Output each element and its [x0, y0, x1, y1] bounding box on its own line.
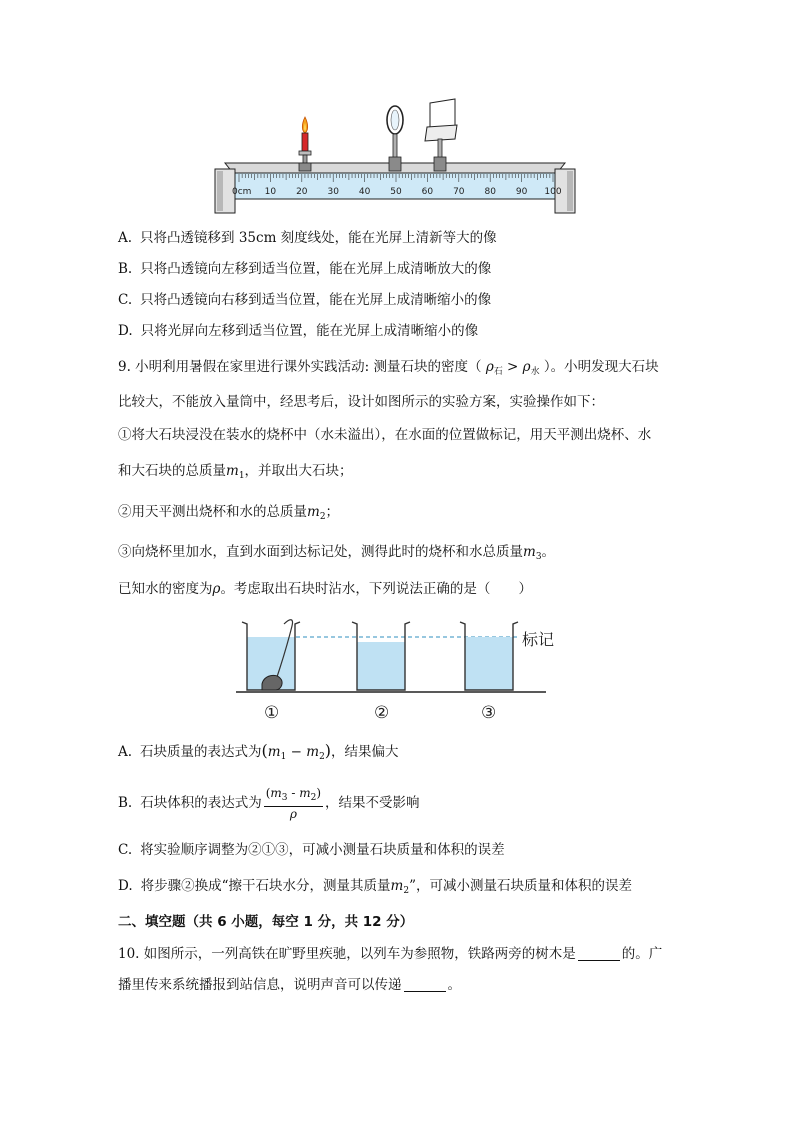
bench-tick-label: 40	[358, 187, 371, 197]
q10-line1: 10. 如图所示，一列高铁在旷野里疾驰，以列车为参照物，铁路两旁的树木是 的。广	[118, 946, 663, 962]
bench-tick-label: 60	[421, 187, 434, 197]
bench-tick-label: 30	[327, 187, 339, 197]
convex-lens	[387, 106, 403, 171]
light-screen	[425, 99, 457, 171]
q8-option-c: C. 只将凸透镜向右移到适当位置，能在光屏上成清晰缩小的像	[118, 292, 492, 308]
q9-step1-line2: 和大石块的总质量$m_1$，并取出大石块；	[118, 463, 353, 481]
beakers-figure	[232, 612, 562, 724]
q8-option-d: D. 只将光屏向左移到适当位置，能在光屏上成清晰缩小的像	[118, 323, 479, 339]
q9-option-d: D. 将步骤②换成“擦干石块水分，测量其质量$m_2$”，可减小测量石块质量和体积的误差	[118, 878, 632, 896]
bench-tick-label: 100	[544, 187, 562, 197]
q8-option-a: A. 只将凸透镜移到 35cm 刻度线处，能在光屏上清新等大的像	[118, 230, 497, 246]
bench-tick-label: 80	[484, 187, 496, 197]
optical-bench-figure	[205, 95, 585, 217]
q9-step3: ③向烧杯里加水，直到水面到达标记处，测得此时的烧杯和水总质量$m_3$。	[118, 544, 556, 562]
mark-label: 标记	[522, 630, 555, 649]
q10-blank-2[interactable]	[404, 977, 446, 992]
beaker-label-2: ②	[374, 703, 390, 723]
q10-blank-1[interactable]	[578, 946, 620, 961]
bench-tick-label: 50	[390, 187, 402, 197]
q8-option-b: B. 只将凸透镜向左移到适当位置，能在光屏上成清晰放大的像	[118, 261, 492, 277]
q9-option-a: A. 石块质量的表达式为$(m_1 - m_2)$，结果偏大	[118, 741, 399, 762]
beaker-label-1: ①	[264, 703, 280, 723]
beaker-3	[460, 622, 518, 690]
q9-known: 已知水的密度为ρ。考虑取出石块时沾水，下列说法正确的是（ ）	[118, 581, 532, 597]
volume-fraction: $\frac{(m_3 - m_2)}{\rho}$	[265, 785, 322, 821]
q9-option-b: B. 石块体积的表达式为 $\frac{(m_3 - m_2)}{\rho}$ ，结果不受影响	[118, 785, 420, 821]
q9-stem-line2: 比较大，不能放入量筒中，经思考后，设计如图所示的实验方案，实验操作如下：	[118, 394, 604, 410]
bench-tick-label: 90	[515, 187, 528, 197]
q9-stem-line1: 9. 小明利用暑假在家里进行课外实践活动: 测量石块的密度（ $\rho_石 > \rho_水$ ）。小明发现大石块	[118, 359, 659, 377]
beaker-2	[352, 622, 410, 690]
q9-option-c: C. 将实验顺序调整为②①③，可减小测量石块质量和体积的误差	[118, 842, 505, 858]
candle	[299, 117, 311, 171]
bench-unit-label: 0cm	[232, 187, 252, 197]
beaker-label-3: ③	[481, 703, 497, 723]
q9-step2: ②用天平测出烧杯和水的总质量$m_2$；	[118, 504, 340, 522]
q9-step1-line1: ①将大石块浸没在装水的烧杯中（水未溢出），在水面的位置做标记，用天平测出烧杯、水	[118, 427, 652, 443]
section-2-title: 二、填空题（共 6 小题，每空 1 分，共 12 分）	[118, 914, 414, 930]
bench-tick-label: 10	[264, 187, 277, 197]
beaker-1	[242, 620, 300, 690]
bench-tick-label: 20	[296, 187, 308, 197]
bench-tick-label: 70	[453, 187, 465, 197]
q10-line2: 播里传来系统播报到站信息，说明声音可以传递 。	[118, 977, 461, 993]
